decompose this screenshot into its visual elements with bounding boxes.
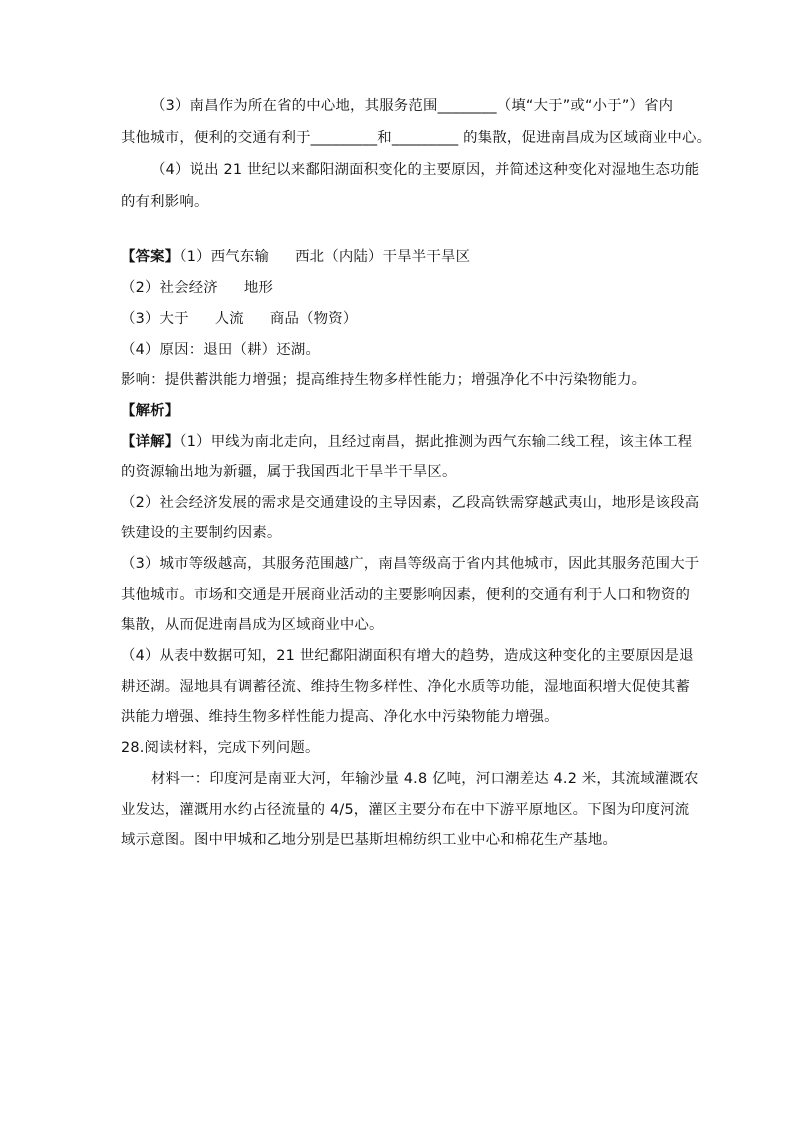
- answer-3-line: [121, 309, 681, 329]
- material-1-line-3: 域示意图。图中甲城和乙地分别是巴基斯坦棉纺织工业中心和棉花生产基地。: [121, 832, 618, 848]
- question-4-line-2: 的有利影响。: [121, 194, 209, 210]
- material-1-line-2: 业发达，灌溉用水约占径流量的 4/5，灌区主要分布在中下游平原地区。下图为印度河流: [121, 802, 690, 818]
- analysis-1-line-1: [121, 432, 693, 452]
- answer-1-part-1: （1）西气东输: [179, 249, 270, 265]
- analysis-4-line-1: （4）从表中数据可知，21 世纪鄱阳湖面积有增大的趋势，造成这种变化的主要原因是退: [121, 648, 694, 664]
- answer-1-part-2: 西北（内陆）干旱半干旱区: [295, 249, 471, 265]
- answer-4-line: （4）原因：退田（耕）还湖。: [121, 342, 321, 358]
- analysis-3-line-1: （3）城市等级越高，其服务范围越广，南昌等级高于省内其他城市，因此其服务范围大于: [121, 556, 700, 572]
- material-1-line-1: 材料一：印度河是南亚大河，年输沙量 4.8 亿吨，河口潮差达 4.2 米，其流域灌溉农: [151, 771, 699, 787]
- question-28-title: 28.阅读材料，完成下列问题。: [121, 740, 320, 756]
- question-3-line-2: 其他城市，便利的交通有利于_________和_________ 的集散，促进南昌成为区域商业中心。: [121, 130, 712, 146]
- answer-2-part-2: 地形: [243, 280, 274, 296]
- answer-3-part-1: （3）大于: [121, 311, 189, 327]
- detail-heading: 【详解】: [121, 434, 180, 450]
- analysis-3-line-2: 其他城市。市场和交通是开展商业活动的主要影响因素，便利的交通有利于人口和物资的: [121, 587, 691, 603]
- analysis-1-text: （1）甲线为南北走向，且经过南昌，据此推测为西气东输二线工程，该主体工程: [179, 434, 693, 450]
- question-4-line-1: （4）说出 21 世纪以来鄱阳湖面积变化的主要原因，并简述这种变化对湿地生态功能: [151, 162, 700, 178]
- question-3-line-1: （3）南昌作为所在省的中心地，其服务范围________（填“大于”或“小于”）省内: [151, 98, 674, 114]
- answer-1-line: [121, 247, 681, 267]
- analysis-2-line-2: 铁建设的主要制约因素。: [121, 525, 282, 541]
- answer-2-part-1: （2）社会经济: [121, 280, 218, 296]
- analysis-2-line-1: （2）社会经济发展的需求是交通建设的主导因素，乙段高铁需穿越武夷山，地形是该段高: [121, 495, 700, 511]
- analysis-1-line-2: 的资源输出地为新疆，属于我国西北干旱半干旱区。: [121, 464, 457, 480]
- answer-3-part-3: 商品（物资）: [269, 311, 358, 327]
- analysis-4-line-3: 洪能力增强、维持生物多样性能力提高、净化水中污染物能力增强。: [121, 709, 559, 725]
- analysis-4-line-2: 耕还湖。湿地具有调蓄径流、维持生物多样性、净化水质等功能，湿地面积增大促使其蓄: [121, 679, 691, 695]
- answer-3-part-2: 人流: [214, 311, 244, 327]
- analysis-3-line-3: 集散，从而促进南昌成为区域商业中心。: [121, 617, 384, 633]
- answer-heading: 【答案】: [121, 249, 180, 265]
- answer-4-effect-line: 影响：提供蓄洪能力增强；提高维持生物多样性能力；增强净化不中污染物能力。: [121, 372, 647, 388]
- analysis-heading: 【解析】: [121, 403, 180, 419]
- answer-2-line: [121, 278, 681, 298]
